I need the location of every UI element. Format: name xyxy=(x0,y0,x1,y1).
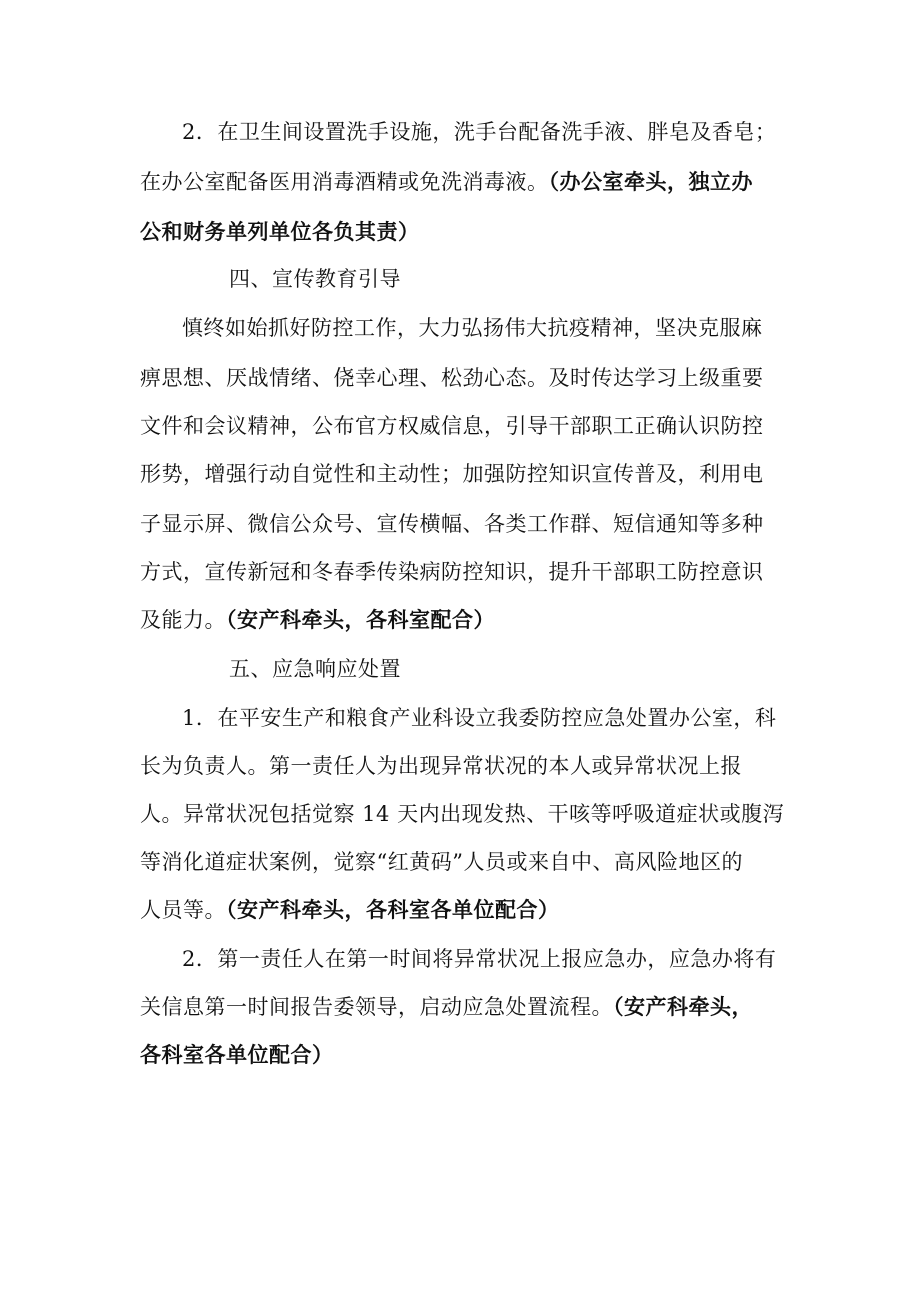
text-segment: 2．在卫生间设置洗手设施，洗手台配备洗手液、胖皂及香皂； xyxy=(182,120,777,144)
text-line xyxy=(140,896,780,924)
text-line xyxy=(182,704,822,732)
text-line xyxy=(182,945,822,973)
text-segment: 五、应急响应处置 xyxy=(229,657,401,681)
text-segment: 人。异常状况包括觉察 14 天内出现发热、干咳等呼吸道症状或腹泻 xyxy=(140,802,785,826)
responsibility-note: 公和财务单列单位各负其责） xyxy=(140,220,420,244)
text-segment: 人员等。 xyxy=(140,898,226,922)
text-segment: 1．在平安生产和粮食产业科设立我委防控应急处置办公室，科 xyxy=(182,706,777,730)
text-line xyxy=(140,510,780,538)
text-segment: 形势，增强行动自觉性和主动性；加强防控知识宣传普及，利用电 xyxy=(140,462,764,486)
text-line xyxy=(182,118,822,146)
responsibility-note: 各科室各单位配合） xyxy=(140,1043,334,1067)
responsibility-note: （安产科牵头，各科室各单位配合） xyxy=(226,898,560,922)
text-line xyxy=(182,314,822,342)
text-segment: 及能力。 xyxy=(140,608,226,632)
responsibility-note: （安产科牵头， xyxy=(613,995,753,1019)
text-segment: 等消化道症状案例，觉察“红黄码”人员或来自中、高风险地区的 xyxy=(140,850,743,874)
text-segment: 方式，宣传新冠和冬春季传染病防控知识，提升干部职工防控意识 xyxy=(140,560,764,584)
text-line xyxy=(140,848,780,876)
text-line xyxy=(140,558,780,586)
text-segment: 慎终如始抓好防控工作，大力弘扬伟大抗疫精神，坚决克服麻 xyxy=(182,316,763,340)
text-segment: 关信息第一时间报告委领导，启动应急处置流程。 xyxy=(140,995,613,1019)
text-segment: 长为负责人。第一责任人为出现异常状况的本人或异常状况上报 xyxy=(140,754,742,778)
text-segment: 在办公室配备医用消毒酒精或免洗消毒液。 xyxy=(140,170,549,194)
text-segment: 痹思想、厌战情绪、侥幸心理、松劲心态。及时传达学习上级重要 xyxy=(140,366,764,390)
text-line xyxy=(140,460,780,488)
text-line xyxy=(140,606,780,634)
responsibility-note: （办公室牵头，独立办 xyxy=(548,170,753,194)
text-line xyxy=(140,752,780,780)
text-segment: 文件和会议精神，公布官方权威信息，引导干部职工正确认识防控 xyxy=(140,414,764,438)
text-segment: 2．第一责任人在第一时间将异常状况上报应急办，应急办将有 xyxy=(182,947,777,971)
responsibility-note: （安产科牵头，各科室配合） xyxy=(226,608,495,632)
text-line xyxy=(140,800,785,828)
text-line xyxy=(229,265,869,293)
text-line xyxy=(140,993,780,1021)
text-line xyxy=(140,412,780,440)
text-line xyxy=(140,364,780,392)
text-line xyxy=(140,168,780,196)
text-segment: 四、宣传教育引导 xyxy=(229,267,401,291)
text-line xyxy=(140,1041,780,1069)
text-line xyxy=(229,655,869,683)
text-segment: 子显示屏、微信公众号、宣传横幅、各类工作群、短信通知等多种 xyxy=(140,512,764,536)
text-line xyxy=(140,218,780,246)
